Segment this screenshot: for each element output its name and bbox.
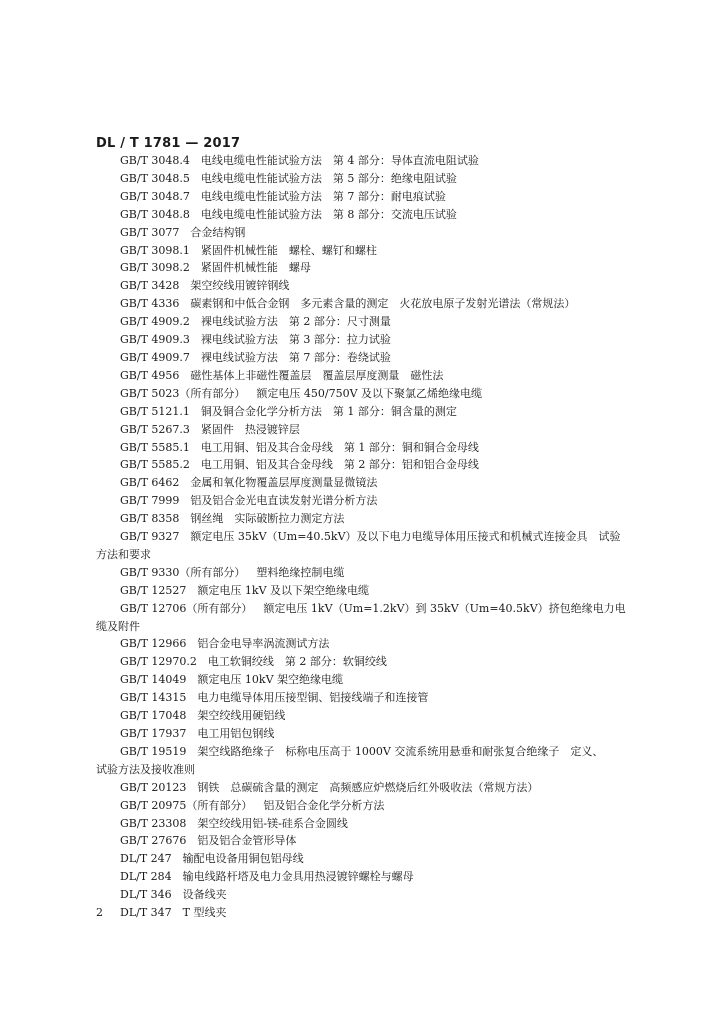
reference-item: [96, 600, 630, 636]
reference-code: DL/T 247: [120, 852, 172, 866]
reference-item: [96, 635, 630, 653]
reference-code: GB/T 5585.1: [120, 440, 190, 454]
reference-title-continuation: 缆及附件: [96, 619, 140, 633]
normative-references-list: [96, 152, 630, 922]
reference-code: GB/T 5267.3: [120, 422, 190, 436]
reference-code: GB/T 9330（所有部分）: [120, 565, 246, 579]
reference-title: 铝及铝合金管形导体: [197, 834, 297, 848]
reference-title: 裸电线试验方法 第 3 部分：拉力试验: [200, 333, 391, 347]
reference-title: 额定电压 1kV（Um=1.2kV）到 35kV（Um=40.5kV）挤包绝缘电力电: [263, 601, 626, 615]
reference-item: [96, 510, 630, 528]
reference-item: [96, 474, 630, 492]
page-number: 2: [96, 906, 103, 919]
reference-code: GB/T 12966: [120, 637, 187, 651]
reference-item: [96, 886, 630, 904]
reference-code: GB/T 6462: [120, 476, 180, 490]
reference-code: GB/T 20975（所有部分）: [120, 798, 253, 812]
reference-title: 输电线路杆塔及电力金具用热浸镀锌螺栓与螺母: [182, 870, 414, 884]
reference-title: 钢丝绳 实际破断拉力测定方法: [190, 512, 345, 526]
reference-item: [96, 832, 630, 850]
reference-code: GB/T 14049: [120, 673, 187, 687]
reference-title: 电线电缆电性能试验方法 第 5 部分：绝缘电阻试验: [200, 171, 457, 185]
reference-code: GB/T 5121.1: [120, 404, 190, 418]
reference-title: 铝及铝合金光电直读发射光谱分析方法: [190, 494, 378, 508]
reference-code: GB/T 4336: [120, 297, 180, 311]
reference-code: DL/T 346: [120, 888, 172, 902]
reference-code: GB/T 3048.4: [120, 154, 190, 167]
reference-title: 电工用铜、铝及其合金母线 第 2 部分：铝和铝合金母线: [200, 458, 479, 472]
reference-title: T 型线夹: [182, 906, 227, 920]
reference-code: GB/T 8358: [120, 512, 180, 526]
reference-title: 输配电设备用铜包铝母线: [182, 852, 304, 866]
reference-item: [96, 224, 630, 242]
reference-item: [96, 528, 630, 564]
reference-title: 额定电压 450/750V 及以下聚氯乙烯绝缘电缆: [256, 386, 483, 400]
reference-item: [96, 152, 630, 170]
reference-item: [96, 385, 630, 403]
reference-code: GB/T 3048.7: [120, 189, 190, 203]
reference-item: [96, 671, 630, 689]
reference-title: 紧固件 热浸镀锌层: [200, 422, 300, 436]
reference-code: GB/T 27676: [120, 834, 187, 848]
reference-title: 架空绞线用硬铝线: [197, 709, 286, 723]
reference-code: GB/T 17937: [120, 727, 187, 740]
reference-code: GB/T 19519: [120, 744, 187, 758]
reference-title: 金属和氧化物覆盖层厚度测量显微镜法: [190, 476, 378, 490]
reference-item: [96, 779, 630, 797]
reference-title: 电线电缆电性能试验方法 第 7 部分：耐电痕试验: [200, 189, 446, 203]
reference-title: 电工用铜、铝及其合金母线 第 1 部分：铜和铜合金母线: [200, 440, 479, 454]
reference-code: GB/T 4956: [120, 368, 180, 382]
reference-code: GB/T 4909.3: [120, 333, 190, 347]
reference-item: [96, 421, 630, 439]
reference-item: [96, 868, 630, 886]
reference-item: [96, 170, 630, 188]
reference-item: [96, 743, 630, 779]
reference-code: GB/T 12970.2: [120, 655, 197, 669]
reference-title: 电线电缆电性能试验方法 第 4 部分：导体直流电阻试验: [200, 154, 479, 167]
reference-item: [96, 403, 630, 421]
reference-item: [96, 313, 630, 331]
reference-title-continuation: 方法和要求: [96, 547, 151, 561]
reference-code: GB/T 14315: [120, 691, 187, 705]
reference-title: 电线电缆电性能试验方法 第 8 部分：交流电压试验: [200, 207, 457, 221]
reference-code: DL/T 284: [120, 870, 172, 884]
reference-title: 铝及铝合金化学分析方法: [263, 798, 385, 812]
reference-title: 塑料绝缘控制电缆: [256, 565, 345, 579]
reference-title: 额定电压 1kV 及以下架空绝缘电缆: [197, 583, 370, 597]
reference-code: DL/T 347: [120, 906, 172, 920]
reference-item: [96, 653, 630, 671]
reference-item: [96, 331, 630, 349]
reference-code: GB/T 5023（所有部分）: [120, 386, 246, 400]
reference-code: GB/T 23308: [120, 816, 187, 830]
reference-item: [96, 689, 630, 707]
reference-item: [96, 725, 630, 743]
reference-title: 碳素钢和中低合金钢 多元素含量的测定 火花放电原子发射光谱法（常规法）: [190, 297, 576, 311]
reference-item: [96, 904, 630, 922]
reference-title: 紧固件机械性能 螺母: [200, 261, 311, 275]
reference-title: 架空绞线用铝-镁-硅系合金圆线: [197, 816, 348, 830]
reference-code: GB/T 12527: [120, 583, 187, 597]
reference-code: GB/T 17048: [120, 709, 187, 723]
reference-title: 电力电缆导体用压接型铜、铝接线端子和连接管: [197, 691, 429, 705]
reference-title: 裸电线试验方法 第 2 部分：尺寸测量: [200, 315, 391, 329]
reference-item: [96, 850, 630, 868]
reference-title: 钢铁 总碳硫含量的测定 高频感应炉燃烧后红外吸收法（常规方法）: [197, 780, 539, 794]
reference-code: GB/T 5585.2: [120, 458, 190, 472]
reference-title: 架空绞线用镀锌钢线: [190, 279, 290, 293]
reference-title: 电工用铝包钢线: [197, 727, 275, 740]
reference-code: GB/T 4909.2: [120, 315, 190, 329]
reference-item: [96, 188, 630, 206]
reference-title-continuation: 试验方法及接收准则: [96, 762, 195, 776]
reference-title: 电工软铜绞线 第 2 部分：软铜绞线: [207, 655, 387, 669]
reference-code: GB/T 4909.7: [120, 350, 190, 364]
reference-code: GB/T 3048.8: [120, 207, 190, 221]
reference-item: [96, 456, 630, 474]
reference-code: GB/T 3428: [120, 279, 180, 293]
reference-item: [96, 295, 630, 313]
reference-item: [96, 277, 630, 295]
document-code-header: DL / T 1781 — 2017: [96, 136, 241, 151]
reference-code: GB/T 12706（所有部分）: [120, 601, 253, 615]
reference-item: [96, 242, 630, 260]
reference-item: [96, 582, 630, 600]
reference-code: GB/T 3077: [120, 225, 180, 239]
reference-title: 额定电压 35kV（Um=40.5kV）及以下电力电缆导体用压接式和机械式连接金具 试验: [190, 530, 621, 544]
reference-code: GB/T 3048.5: [120, 171, 190, 185]
reference-title: 铝合金电导率涡流测试方法: [197, 637, 330, 651]
reference-item: [96, 367, 630, 385]
reference-item: [96, 206, 630, 224]
reference-title: 铜及铜合金化学分析方法 第 1 部分：铜含量的测定: [200, 404, 457, 418]
reference-code: GB/T 20123: [120, 780, 187, 794]
reference-title: 设备线夹: [182, 888, 227, 902]
reference-item: [96, 349, 630, 367]
reference-code: GB/T 3098.2: [120, 261, 190, 275]
reference-code: GB/T 7999: [120, 494, 180, 508]
reference-title: 合金结构钢: [190, 225, 246, 239]
reference-code: GB/T 3098.1: [120, 243, 190, 257]
reference-item: [96, 492, 630, 510]
reference-title: 紧固件机械性能 螺栓、螺钉和螺柱: [200, 243, 377, 257]
reference-item: [96, 797, 630, 815]
reference-item: [96, 815, 630, 833]
reference-item: [96, 439, 630, 457]
reference-title: 额定电压 10kV 架空绝缘电缆: [197, 673, 344, 687]
reference-title: 裸电线试验方法 第 7 部分：卷绕试验: [200, 350, 391, 364]
reference-item: [96, 259, 630, 277]
reference-title: 架空线路绝缘子 标称电压高于 1000V 交流系统用悬垂和耐张复合绝缘子 定义、: [197, 744, 604, 758]
reference-item: [96, 564, 630, 582]
reference-code: GB/T 9327: [120, 530, 180, 544]
reference-item: [96, 707, 630, 725]
reference-title: 磁性基体上非磁性覆盖层 覆盖层厚度测量 磁性法: [190, 368, 444, 382]
